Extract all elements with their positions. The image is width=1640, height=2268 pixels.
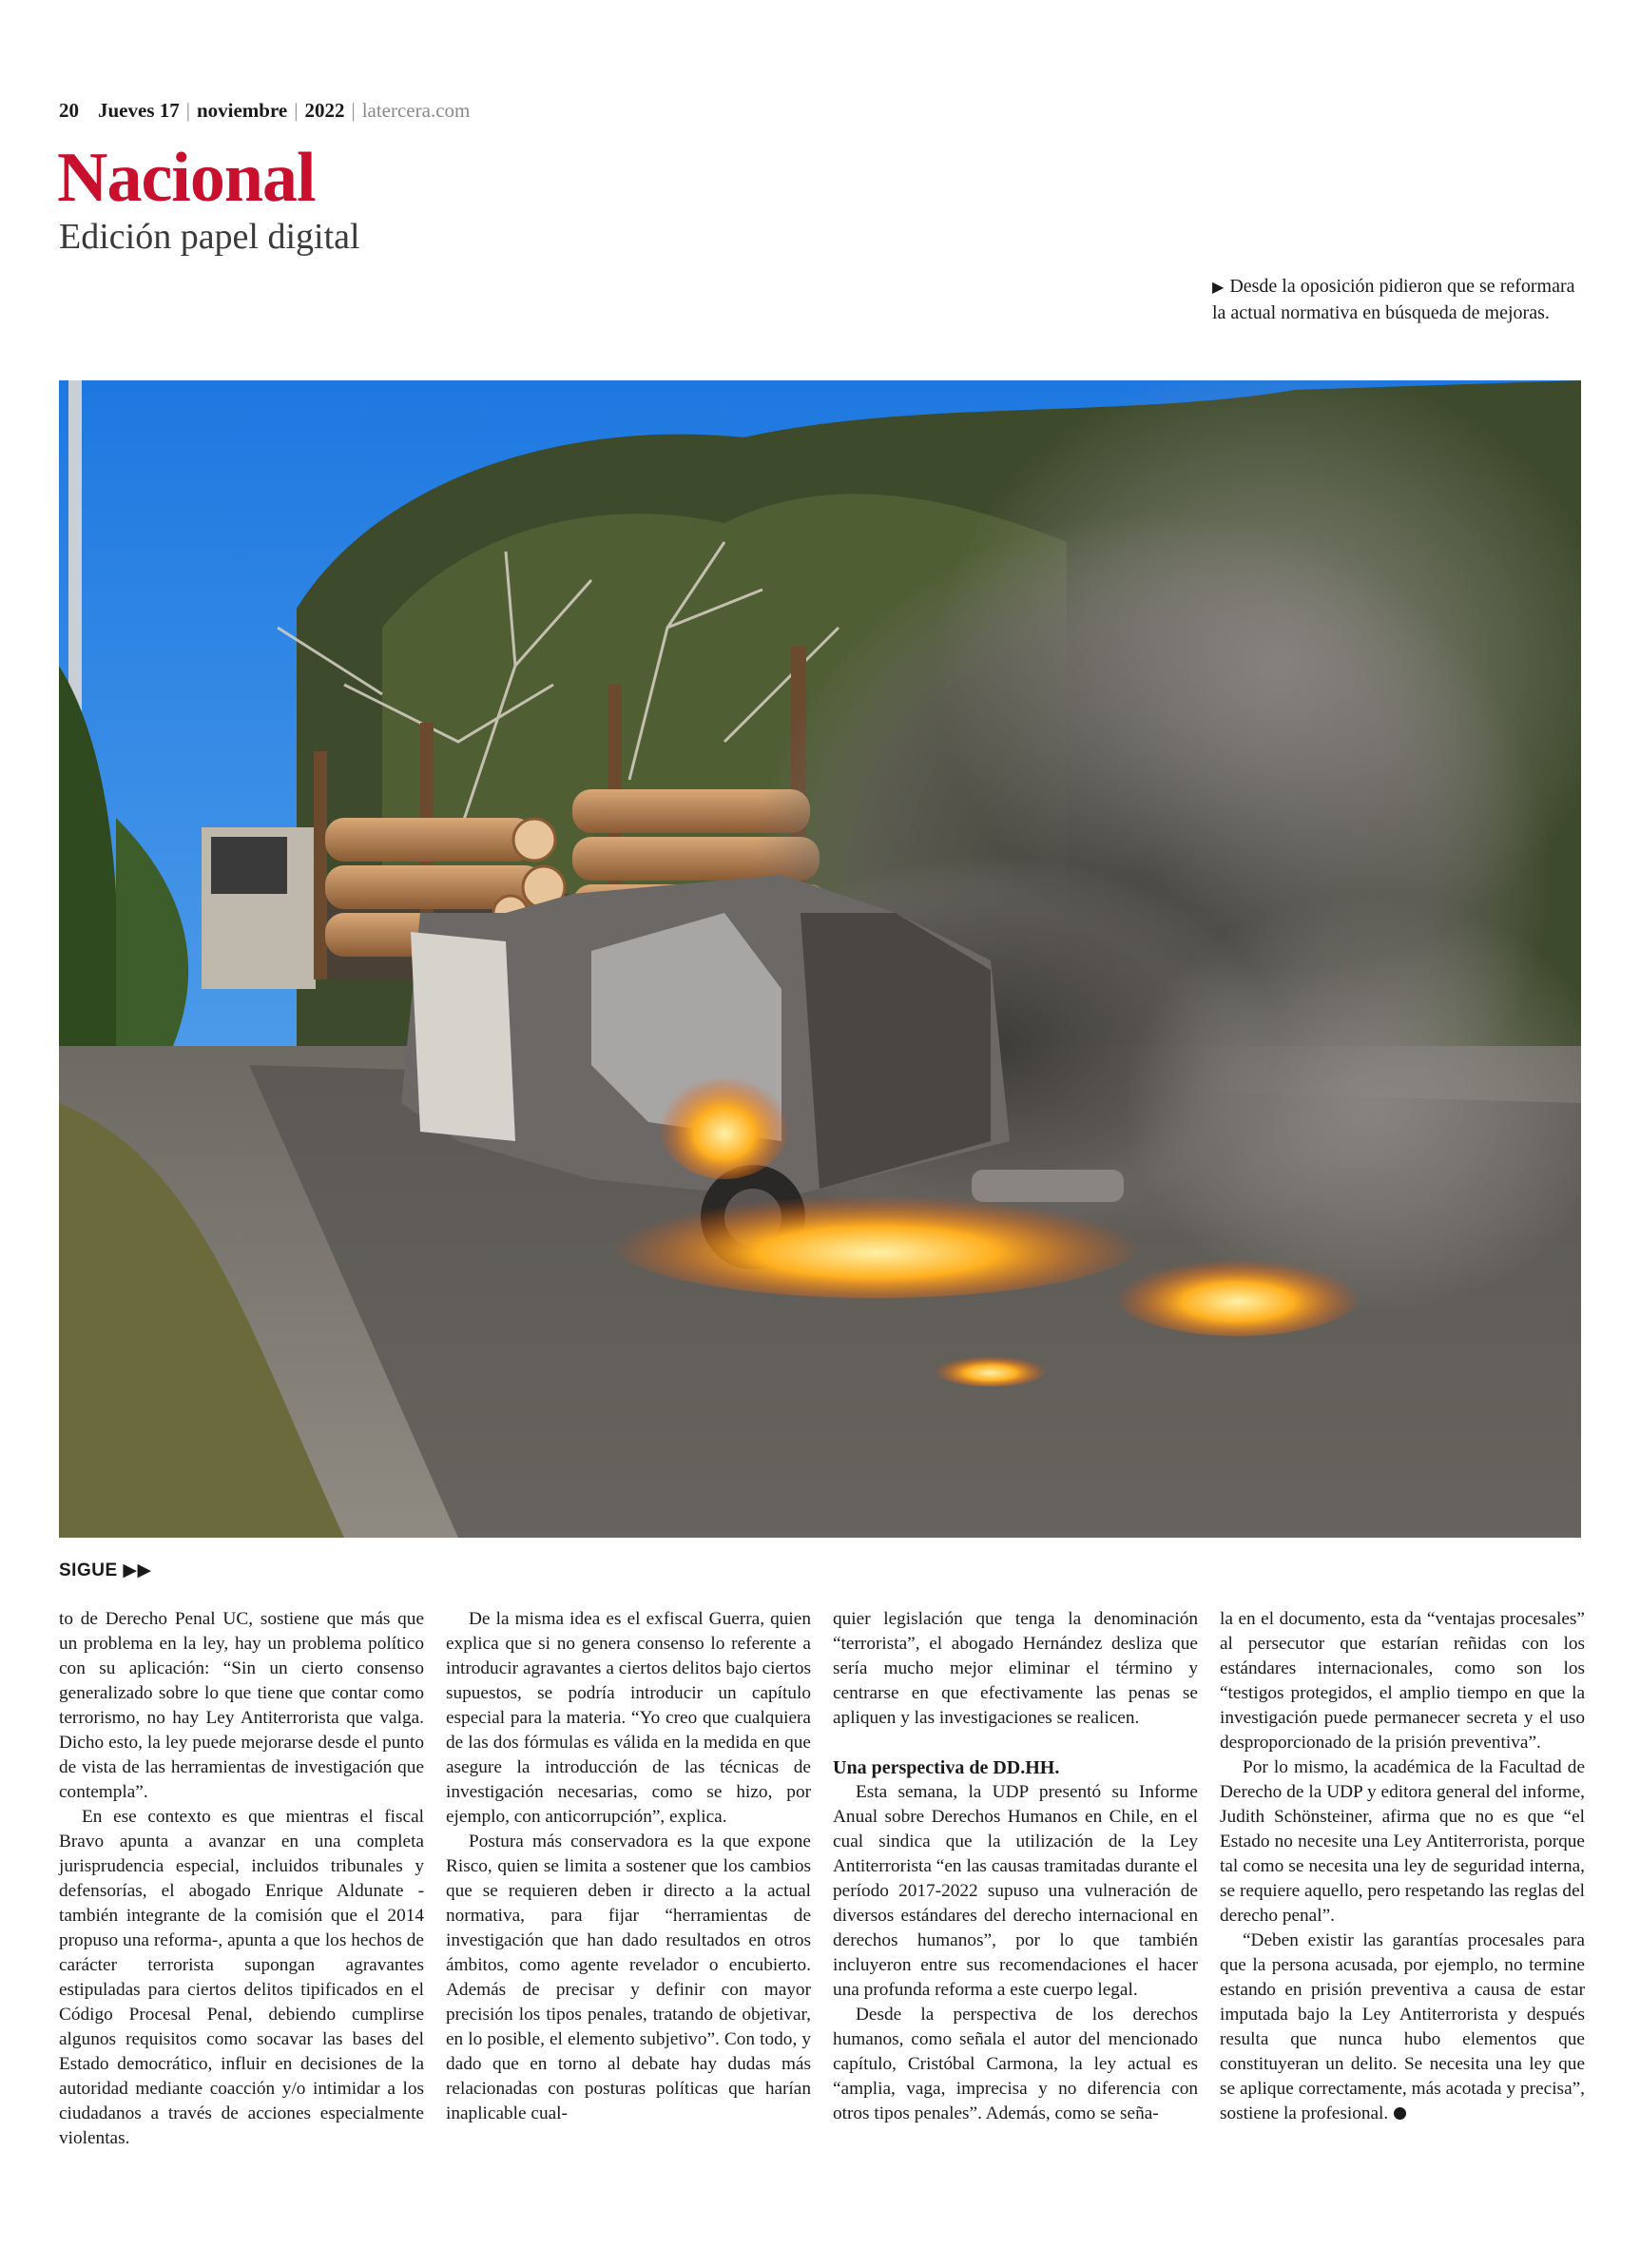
- article-column-2: [446, 1607, 811, 2126]
- article-last-paragraph-text: “Deben existir las garantías procesales para que la persona acusada, por ejemplo, no termine estando en prisión preventiva a causa de estar imputada bajo la Ley Antiterrorista y después resulta que nunca hubo elementos que constituyeran un delito. Se necesita una ley que se aplique correctamente, más acotada y precisa”, sostiene la profesional.: [1220, 1930, 1585, 2123]
- burning-truck-photo: [59, 380, 1581, 1538]
- caption-arrow-icon: ▶: [1212, 280, 1225, 296]
- folio-year: 2022: [304, 99, 345, 122]
- section-title: Nacional: [57, 139, 316, 217]
- folio-month: noviembre: [196, 99, 288, 122]
- article-paragraph: la en el documento, esta da “ventajas procesales” al persecutor que estarían reñidas con los estándares internacionales, como son los “testigos protegidos, el amplio tiempo en que la investigación puede permanecer secreta y el uso desproporcionado de la prisión preventiva”.: [1220, 1609, 1585, 1753]
- caption-text: Desde la oposición pidieron que se reformara la actual normativa en búsqueda de mejoras.: [1212, 276, 1575, 323]
- article-paragraph: Postura más conservadora es la que expone Risco, quien se limita a sostener que los cambios que se requieren deben ir directo a la actual normativa, para fijar “herramientas de investigación que han dado resultados en otros ámbitos, como agente revelador o encubierto. Además de precisar y definir con mayor precisión los tipos penales, tratando de objetivar, en lo posible, el elemento subjetivo”. Con todo, y dado que en torno al debate hay dudas más relacionadas con posturas políticas que harían inaplicable cual-: [446, 1832, 811, 2123]
- end-of-article-icon: [1394, 2107, 1406, 2120]
- site-name: latercera.com: [361, 99, 471, 122]
- article-paragraph: De la misma idea es el exfiscal Guerra, quien explica que si no genera consenso lo referente a introducir agravantes a ciertos delitos bajo ciertos supuestos, se podría introducir un capítulo especial para la materia. “Yo creo que cualquiera de las dos fórmulas es válida en la medida en que asegure la introducción de las técnicas de investigación necesarias, como se hizo, por ejemplo, con anticorrupción”, explica.: [446, 1609, 811, 1827]
- article-paragraph: quier legislación que tenga la denominación “terrorista”, el abogado Hernández desliza que sería mucho mejor eliminar el término y centrarse en que efectivamente las penas se apliquen y las investigaciones se realicen.: [833, 1609, 1198, 1728]
- article-paragraph: Esta semana, la UDP presentó su Informe Anual sobre Derechos Humanos en Chile, en el cual sindica que la utilización de la Ley Antiterrorista “en las causas tramitadas durante el período 2017-2022 supuso una vulneración de diversos estándares del derecho internacional en derechos humanos”, por lo que también incluyeron entre sus recomendaciones el hacer una profunda reforma a este cuerpo legal.: [833, 1782, 1198, 2000]
- news-photo: [59, 380, 1581, 1538]
- article-paragraph: to de Derecho Penal UC, sostiene que más que un problema en la ley, hay un problema político con su aplicación: “Sin un cierto consenso generalizado sobre lo que tiene que contar como terrorismo, no hay Ley Antiterrorista que valga. Dicho esto, la ley puede mejorarse desde el punto de vista de las herramientas de investigación que contempla”.: [59, 1609, 424, 1802]
- folio-weekday: Jueves 17: [98, 99, 180, 122]
- page-folio: 20 Jueves 17 | noviembre | 2022 | latercera.com: [59, 99, 471, 122]
- photo-caption: [1212, 274, 1592, 326]
- sigue-label: SIGUE ▶▶: [59, 1560, 152, 1580]
- article-column-1: [59, 1607, 424, 2151]
- subheading: Una perspectiva de DD.HH.: [833, 1757, 1060, 1778]
- article-column-3: [833, 1607, 1198, 2126]
- section-subtitle: Edición papel digital: [59, 217, 360, 257]
- article-paragraph: [1220, 1929, 1585, 2126]
- article-paragraph: Desde la perspectiva de los derechos humanos, como señala el autor del mencionado capítulo, Cristóbal Carmona, la ley actual es “amplia, vaga, imprecisa y no diferencia con otros tipos penales”. Además, como se seña-: [833, 2005, 1198, 2123]
- article-paragraph: Por lo mismo, la académica de la Facultad de Derecho de la UDP y editora general del informe, Judith Schönsteiner, afirma que no es que “el Estado no necesite una Ley Antiterrorista, porque tal como se necesita una ley de seguridad interna, se requiere aquello, pero respetando las reglas del derecho penal”.: [1220, 1757, 1585, 1926]
- article-column-4: [1220, 1607, 1585, 2126]
- article-paragraph: En ese contexto es que mientras el fiscal Bravo apunta a avanzar en una completa jurisprudencia especial, incluidos tribunales y defensorías, el abogado Enrique Aldunate -también integrante de la comisión que el 2014 propuso una reforma-, apunta a que los hechos de carácter terrorista supongan agravantes estipuladas para ciertos delitos tipificados en el Código Procesal Penal, debiendo cumplirse algunos requisitos como socavar las bases del Estado democrático, influir en decisiones de la autoridad mediante coacción y/o intimidar a los ciudadanos a través de acciones especialmente violentas.: [59, 1807, 424, 2148]
- page-number: 20: [59, 99, 79, 122]
